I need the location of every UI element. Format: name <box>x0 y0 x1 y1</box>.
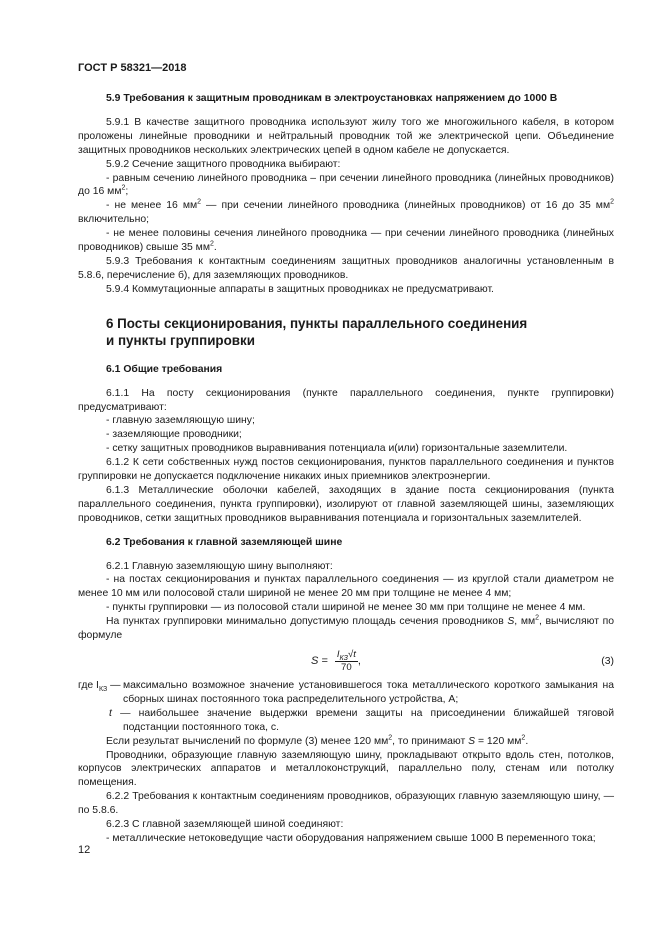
section-6-1-title: 6.1 Общие требования <box>106 363 223 375</box>
list-item: - металлические нетоковедущие части оборудования напряжением свыше 1000 В переменного тока; <box>106 832 596 844</box>
para-6-1-1: 6.1.1 На посту секционирования (пункте параллельного соединения, пункте группировки) предусматривают: <box>78 387 614 413</box>
formula-expression: S = $\frac{I_{КЗ}√t}{70}$ , <box>311 649 361 673</box>
formula-number: (3) <box>601 656 614 667</box>
list-item: - не менее половины сечения линейного проводника — при сечении линейного проводника (линейных проводников) свыше 35 $мм^2$. <box>78 228 614 254</box>
para-5-9-3: 5.9.3 Требования к контактным соединениям защитных проводников аналогичны установленным в 5.8.6, перечисление б), для заземляющих проводников. <box>78 255 614 281</box>
section-5-9-title: 5.9 Требования к защитным проводникам в электроустановках напряжением до 1000 В <box>106 93 558 104</box>
para-conductors: Проводники, образующие главную заземляющую шину, прокладывают открыто вдоль стен, потолков, корпусов электрических аппаратов и металлоконструкций, параллельно полу, стенам или потолку помещения. <box>78 749 614 789</box>
list-item: - равным сечению линейного проводника – при сечении линейного проводника (линейных проводников) до 16 $мм^2$; <box>78 172 614 198</box>
para-if-result: Если результат вычислений по формуле (3) менее 120 $мм^2$, то принимают S = 120 $мм^2$. <box>106 734 529 747</box>
para-5-9-4: 5.9.4 Коммутационные аппараты в защитных проводниках не предусматривают. <box>106 283 494 295</box>
list-item: - пункты группировки — из полосовой стали шириной не менее 30 мм при толщине не менее 4 мм. <box>106 602 586 614</box>
section-6-2-title: 6.2 Требования к главной заземляющей шине <box>106 536 343 548</box>
page-number: 12 <box>78 844 91 856</box>
para-5-9-1: 5.9.1 В качестве защитного проводника используют жилу того же многожильного кабеля, в котором проложены линейные проводники и нейтральный проводник той же электрической цепи. Объединение защитных проводников нескольких электрических цепей в одном кабеле не допускается. <box>78 116 614 156</box>
para-6-2-1: 6.2.1 Главную заземляющую шину выполняют: <box>106 560 333 572</box>
list-item: - главную заземляющую шину; <box>106 415 255 427</box>
para-6-2-3: 6.2.3 С главной заземляющей шиной соединяют: <box>106 819 344 831</box>
formula-legend-t: t — наибольшее значение выдержки времени защиты на присоединении ближайшей тяговой подстанции постоянного тока, с. <box>109 707 615 733</box>
list-item: - заземляющие проводники; <box>106 429 242 441</box>
para-6-1-2: 6.1.2 К сети собственных нужд постов секционирования, пунктов параллельного соединения и пунктов группировки не допускается подключение никаких иных приемников электроэнергии. <box>78 457 614 483</box>
formula-3 <box>78 643 614 679</box>
para-min-section: На пунктах группировки минимально допустимую площадь сечения проводников S, $мм^2$, вычисляют по формуле <box>78 614 614 642</box>
document-body <box>78 92 614 846</box>
list-item: - сетку защитных проводников выравнивания потенциала и(или) горизонтальные заземлители. <box>106 443 568 455</box>
formula-legend-ikz: где $I_{КЗ}$ — максимально возможное значение установившегося тока металлического короткого замыкания на сборных шинах постоянного тока распределительного устройства, А; <box>78 680 614 705</box>
standard-header: ГОСТ Р 58321—2018 <box>78 62 187 74</box>
para-5-9-2: 5.9.2 Сечение защитного проводника выбирают: <box>106 158 341 170</box>
section-6-title: 6 Посты секционирования, пункты параллельного соединения и пункты группировки <box>106 315 528 348</box>
para-6-1-3: 6.1.3 Металлические оболочки кабелей, заходящих в здание поста секционирования (пункта параллельного соединения, пункта группировки), изолируют от главной заземляющей шины, заземляющих проводников, сетки защитных проводников выравнивания потенциала и горизонтальных заземлителей. <box>78 484 614 524</box>
list-item: - не менее 16 $мм^2$ — при сечении линейного проводника (линейных проводников) от 16 до 35 $мм^2$ включительно; <box>78 198 614 226</box>
list-item: - на постах секционирования и пунктах параллельного соединения — из круглой стали диаметром не менее 10 мм или полосовой стали шириной не менее 20 мм при толщине не менее 4 мм; <box>78 574 614 600</box>
para-6-2-2: 6.2.2 Требования к контактным соединениям проводников, образующих главную заземляющую шину, — по 5.8.6. <box>78 791 614 817</box>
